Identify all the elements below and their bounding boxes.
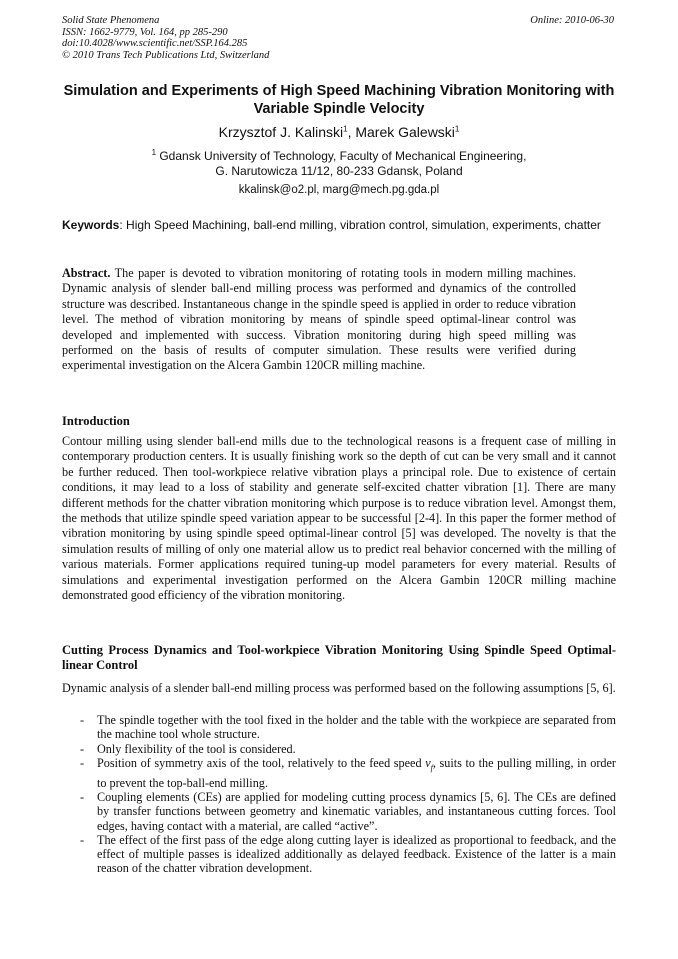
issn-line: ISSN: 1662-9779, Vol. 164, pp 285-290	[62, 26, 228, 38]
abstract-label: Abstract.	[62, 266, 111, 280]
assumptions-list	[62, 713, 616, 876]
dynamics-paragraph: Dynamic analysis of a slender ball-end milling process was performed based on the following assumptions [5, 6].	[62, 681, 616, 695]
list-item-text: The effect of the first pass of the edge along cutting layer is idealized as proportional to feedback, and the effect of multiple passes is idealized additionally as delayed feedback. Existence of the latter is a main reason of the chatter vibration development.	[97, 832, 616, 876]
authors	[62, 124, 616, 140]
section-heading-cutting-process: Cutting Process Dynamics and Tool-workpiece Vibration Monitoring Using Spindle Speed Optimal-linear Control	[62, 643, 616, 673]
list-item-text: Position of symmetry axis of the tool, relatively to the feed speed	[97, 755, 426, 770]
affiliation-line-1: Gdansk University of Technology, Faculty of Mechanical Engineering,	[156, 149, 527, 163]
affiliation-line-2: G. Narutowicza 11/12, 80-233 Gdansk, Poland	[215, 164, 463, 178]
copyright-line: © 2010 Trans Tech Publications Ltd, Switzerland	[62, 49, 270, 61]
affiliation	[62, 149, 616, 179]
section-heading-introduction: Introduction	[62, 414, 130, 428]
online-date: Online: 2010-06-30	[530, 15, 614, 26]
list-item	[62, 790, 616, 833]
author-1-affil-mark: 1	[343, 124, 348, 134]
introduction-paragraph: Contour milling using slender ball-end mills due to the technological reasons is a frequent case of milling in contemporary production centers. It is usually finishing work so the depth of cut can be very small and it cannot be further reduced. Then tool-workpiece relative vibration plays a principal role. Due to existence of certain conditions, it may lead to a loss of stability and generate self-excited chatter vibration [1]. There are many different methods for the chatter vibration monitoring which purpose is to reduce vibration level. Amongst them, the methods that utilize spindle speed variation appear to be successful [2-4]. In this paper the former method of vibration monitoring by using spindle speed optimal-linear control [5] was developed. The novelty is that the simulation results of milling of only one material allow us to predict real behavior concerned with the milling of various materials. Former applications required tuning-up model parameters for every material. Results of simulations and experimental investigation performed on the Alcera Gambin 120CR milling machine demonstrated good efficiency of the vibration monitoring.	[62, 434, 616, 603]
list-item-text-cont: , suits to the pulling milling, in order to prevent the top-ball-end milling.	[97, 755, 616, 790]
list-dash: -	[80, 755, 85, 770]
list-item	[62, 833, 616, 876]
list-item	[62, 756, 616, 790]
feed-speed-symbol: v	[425, 755, 431, 770]
paper-title: Simulation and Experiments of High Speed Machining Vibration Monitoring with Variable Spindle Velocity	[63, 83, 615, 117]
list-item-text: Coupling elements (CEs) are applied for modeling cutting process dynamics [5, 6]. The CEs are defined by transfer functions between geometry and kinematic variables, and instantaneous cutting forces. Tool edges, having contact with a material, are called “active”.	[97, 789, 616, 833]
keywords-label: Keywords	[62, 218, 120, 232]
author-2: , Marek Galewski	[347, 124, 455, 140]
list-dash: -	[80, 789, 85, 804]
author-2-affil-mark: 1	[454, 124, 460, 134]
list-item	[62, 713, 616, 742]
abstract-text: The paper is devoted to vibration monitoring of rotating tools in modern milling machines. Dynamic analysis of slender ball-end milling process was performed and dynamics of the controlled structure was described. Instantaneous change in the spindle speed is applied in order to reduce vibration level. The method of vibration monitoring by means of spindle speed optimal-linear control was developed and implemented with success. Vibration monitoring during high speed milling was performed on the basis of results of computer simulation. These results were verified during experimental investigation on the Alcera Gambin 120CR milling machine.	[62, 266, 576, 373]
list-dash: -	[80, 832, 85, 847]
keywords	[62, 218, 616, 233]
list-item-text: Only flexibility of the tool is considered.	[97, 741, 296, 756]
affiliation-mark: 1	[151, 148, 157, 157]
author-1: Krzysztof J. Kalinski	[218, 124, 344, 140]
journal-header	[62, 15, 269, 61]
journal-name: Solid State Phenomena	[62, 15, 160, 26]
feed-speed-subscript: f	[430, 763, 433, 773]
list-dash: -	[80, 713, 85, 727]
list-item-text: The spindle together with the tool fixed in the holder and the table with the workpiece are separated from the machine tool whole structure.	[97, 713, 616, 742]
author-emails: kkalinsk@o2.pl, marg@mech.pg.gda.pl	[238, 184, 440, 196]
keywords-text: : High Speed Machining, ball-end milling, vibration control, simulation, experiments, chatter	[119, 218, 601, 232]
list-item	[62, 742, 616, 756]
doi-line: doi:10.4028/www.scientific.net/SSP.164.285	[62, 38, 248, 49]
abstract	[62, 266, 576, 374]
list-dash: -	[80, 741, 85, 756]
